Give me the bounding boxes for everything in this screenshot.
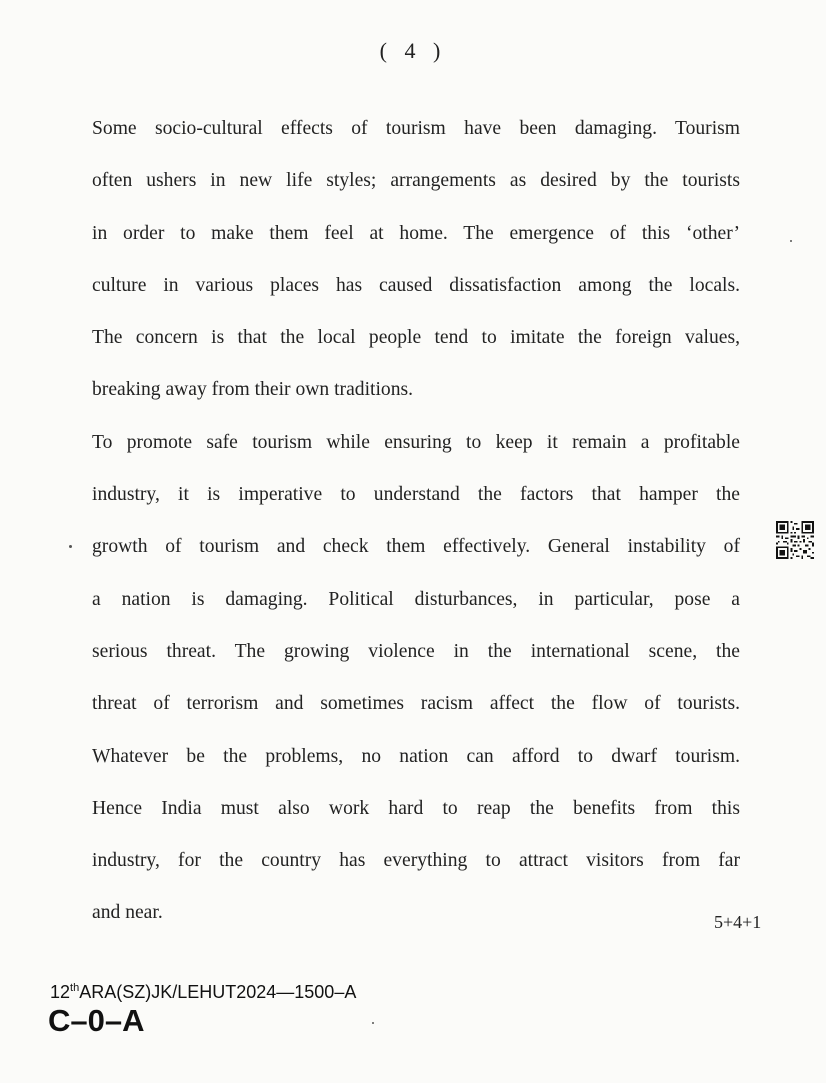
passage-line: To promote safe tourism while ensuring to keep it remain a profitable [92, 431, 740, 453]
passage-line: often ushers in new life styles; arrangements as desired by the tourists [92, 170, 740, 192]
paragraph-1 [92, 103, 740, 417]
page-number: ( 4 ) [379, 38, 447, 63]
exam-code-suffix: ARA(SZ)JK/LEHUT2024—1500–A [79, 982, 357, 1002]
passage-line: in order to make them feel at home. The emergence of this ‘other’ [92, 222, 740, 244]
passage-line: threat of terrorism and sometimes racism affect the flow of tourists. [92, 693, 740, 715]
passage [92, 103, 740, 940]
passage-line: a nation is damaging. Political disturbances, in particular, pose a [92, 588, 740, 610]
scan-speck [69, 545, 72, 548]
passage-line: Hence India must also work hard to reap the benefits from this [92, 797, 740, 819]
exam-code-superscript: th [70, 982, 80, 994]
paragraph-2 [92, 417, 740, 940]
qr-code-icon [776, 521, 814, 559]
passage-line: The concern is that the local people tend to imitate the foreign values, [92, 327, 740, 349]
passage-line: serious threat. The growing violence in the international scene, the [92, 640, 740, 662]
scan-speck [372, 1022, 374, 1024]
passage-line: Some socio-cultural effects of tourism have been damaging. Tourism [92, 118, 740, 139]
passage-line: breaking away from their own traditions. [92, 379, 414, 401]
exam-code-number: 12 [50, 982, 71, 1002]
passage-line: culture in various places has caused dissatisfaction among the locals. [92, 274, 740, 296]
scan-speck [790, 240, 792, 242]
passage-line: industry, for the country has everything to attract visitors from far [92, 850, 740, 872]
series-code: C–0–A [48, 1003, 145, 1038]
passage-line: Whatever be the problems, no nation can afford to dwarf tourism. [92, 745, 740, 767]
passage-line: industry, it is imperative to understand the factors that hamper the [92, 484, 740, 506]
passage-line: growth of tourism and check them effectively. General instability of [92, 536, 740, 558]
passage-line: and near. [92, 902, 163, 924]
exam-code [50, 982, 356, 1003]
marks-allocation: 5+4+1 [714, 912, 762, 932]
